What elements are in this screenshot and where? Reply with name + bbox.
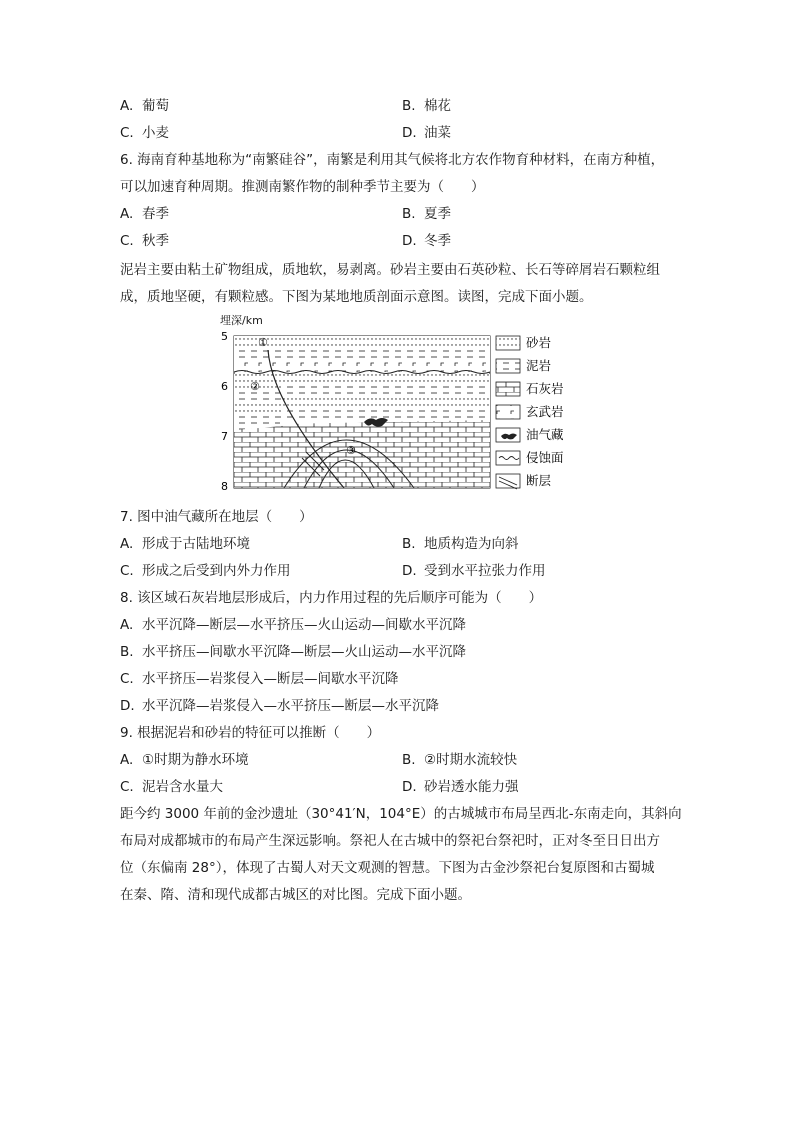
passage2-line3: 位（东偏南 28°），体现了古蜀人对天文观测的智慧。下图为古金沙祭祀台复原图和古蜀城 [120,860,655,876]
q8-option-c [120,669,399,689]
q5-option-d [402,123,451,143]
stratum-basalt [234,358,490,372]
legend-label-mudstone: 泥岩 [526,358,552,373]
option-key: B. [402,752,416,768]
q9-option-a [120,750,249,770]
stratum-mudstone-1 [234,348,490,358]
option-text: ①时期为静水环境 [142,752,249,768]
legend-label-fault: 断层 [526,473,552,488]
option-text: 小麦 [142,125,169,141]
option-text: 棉花 [424,98,451,114]
option-text: 水平挤压—间歇水平沉降—断层—火山运动—水平沉降 [142,644,466,660]
q8-option-b [120,642,466,662]
legend-label-basalt: 玄武岩 [526,404,564,419]
option-key: D. [402,125,417,141]
option-key: B. [402,98,416,114]
passage2-line1: 距今约 3000 年前的金沙遗址（30°41′N，104°E）的古城城市布局呈西北-东南走向，其斜向 [120,806,682,822]
option-key: C. [120,671,134,687]
legend-label-erosion: 侵蚀面 [526,450,564,465]
passage2-line4: 在秦、隋、清和现代成都古城区的对比图。完成下面小题。 [120,887,471,903]
passage1-line2: 成，质地坚硬，有颗粒感。下图为某地地质剖面示意图。读图，完成下面小题。 [120,289,593,305]
option-key: B. [402,536,416,552]
q9-option-d [402,777,519,797]
q5-option-a [120,96,169,116]
option-text: 形成之后受到内外力作用 [142,563,291,579]
option-text: 油菜 [424,125,451,141]
legend [496,335,564,489]
legend-label-oil-gas: 油气藏 [526,427,564,442]
q7-option-b [402,534,519,554]
option-text: 泥岩含水量大 [142,779,223,795]
option-text: 春季 [142,206,169,222]
option-key: A. [120,98,134,114]
q8-option-a [120,615,466,635]
option-text: 水平沉降—岩浆侵入—水平挤压—断层—水平沉降 [142,698,439,714]
q9-option-c [120,777,223,797]
stratum-sandstone-1 [234,336,490,348]
option-key: D. [402,233,417,249]
q6-stem-line2: 可以加速育种周期。推测南繁作物的制种季节主要为（ ） [120,179,485,195]
passage2-line2: 布局对成都城市的布局产生深远影响。祭祀人在古城中的祭祀台祭祀时，正对冬至日日出方 [120,833,660,849]
q8-stem: 8. 该区域石灰岩地层形成后，内力作用过程的先后顺序可能为（ ） [120,590,543,606]
y-tick-6: 6 [221,380,228,393]
option-text: 水平沉降—断层—水平挤压—火山运动—间歇水平沉降 [142,617,466,633]
legend-label-sandstone: 砂岩 [526,335,552,350]
y-tick-8: 8 [221,480,228,493]
q8-option-d [120,696,439,716]
q7-option-a [120,534,250,554]
option-key: B. [120,644,134,660]
option-text: 砂岩透水能力强 [424,779,519,795]
option-key: A. [120,617,134,633]
marker-3: ③ [346,444,356,457]
q6-stem-line1: 6. 海南育种基地称为“南繁硅谷”，南繁是利用其气候将北方农作物育种材料，在南方种植， [120,152,665,168]
legend-label-limestone: 石灰岩 [526,381,564,396]
q9-option-b [402,750,517,770]
option-text: 形成于古陆地环境 [142,536,250,552]
option-key: A. [120,752,134,768]
legend-swatch-sandstone [496,336,520,350]
cross-section [234,336,490,488]
option-key: A. [120,536,134,552]
q6-option-c [120,231,169,251]
geologic-section-figure [214,312,594,497]
option-key: B. [402,206,416,222]
q7-option-c [120,561,291,581]
q5-option-c [120,123,169,143]
q7-stem: 7. 图中油气藏所在地层（ ） [120,509,313,525]
legend-swatch-erosion [496,451,520,465]
y-tick-5: 5 [221,330,228,343]
option-text: 水平挤压—岩浆侵入—断层—间歇水平沉降 [142,671,399,687]
legend-swatch-mudstone [496,359,520,373]
q6-option-a [120,204,169,224]
option-text: 冬季 [424,233,451,249]
option-text: 地质构造为向斜 [424,536,519,552]
legend-swatch-basalt [496,405,520,419]
option-key: A. [120,206,134,222]
marker-1: ① [258,336,268,349]
q6-option-b [402,204,451,224]
option-text: ②时期水流较快 [424,752,518,768]
option-key: D. [402,563,417,579]
marker-2: ② [250,380,260,393]
option-key: D. [402,779,417,795]
option-key: C. [120,563,134,579]
legend-swatch-limestone [496,382,520,396]
option-text: 葡萄 [142,98,169,114]
q5-option-b [402,96,451,116]
passage1-line1: 泥岩主要由粘土矿物组成，质地软，易剥离。砂岩主要由石英砂粒、长石等碎屑岩石颗粒组 [120,262,660,278]
option-text: 夏季 [424,206,451,222]
q9-stem: 9. 根据泥岩和砂岩的特征可以推断（ ） [120,725,381,741]
option-key: C. [120,779,134,795]
y-tick-7: 7 [221,430,228,443]
option-key: C. [120,233,134,249]
option-text: 秋季 [142,233,169,249]
q7-option-d [402,561,546,581]
option-key: D. [120,698,135,714]
option-key: C. [120,125,134,141]
option-text: 受到水平拉张力作用 [424,563,546,579]
y-axis-label: 埋深/km [220,314,263,327]
q6-option-d [402,231,451,251]
